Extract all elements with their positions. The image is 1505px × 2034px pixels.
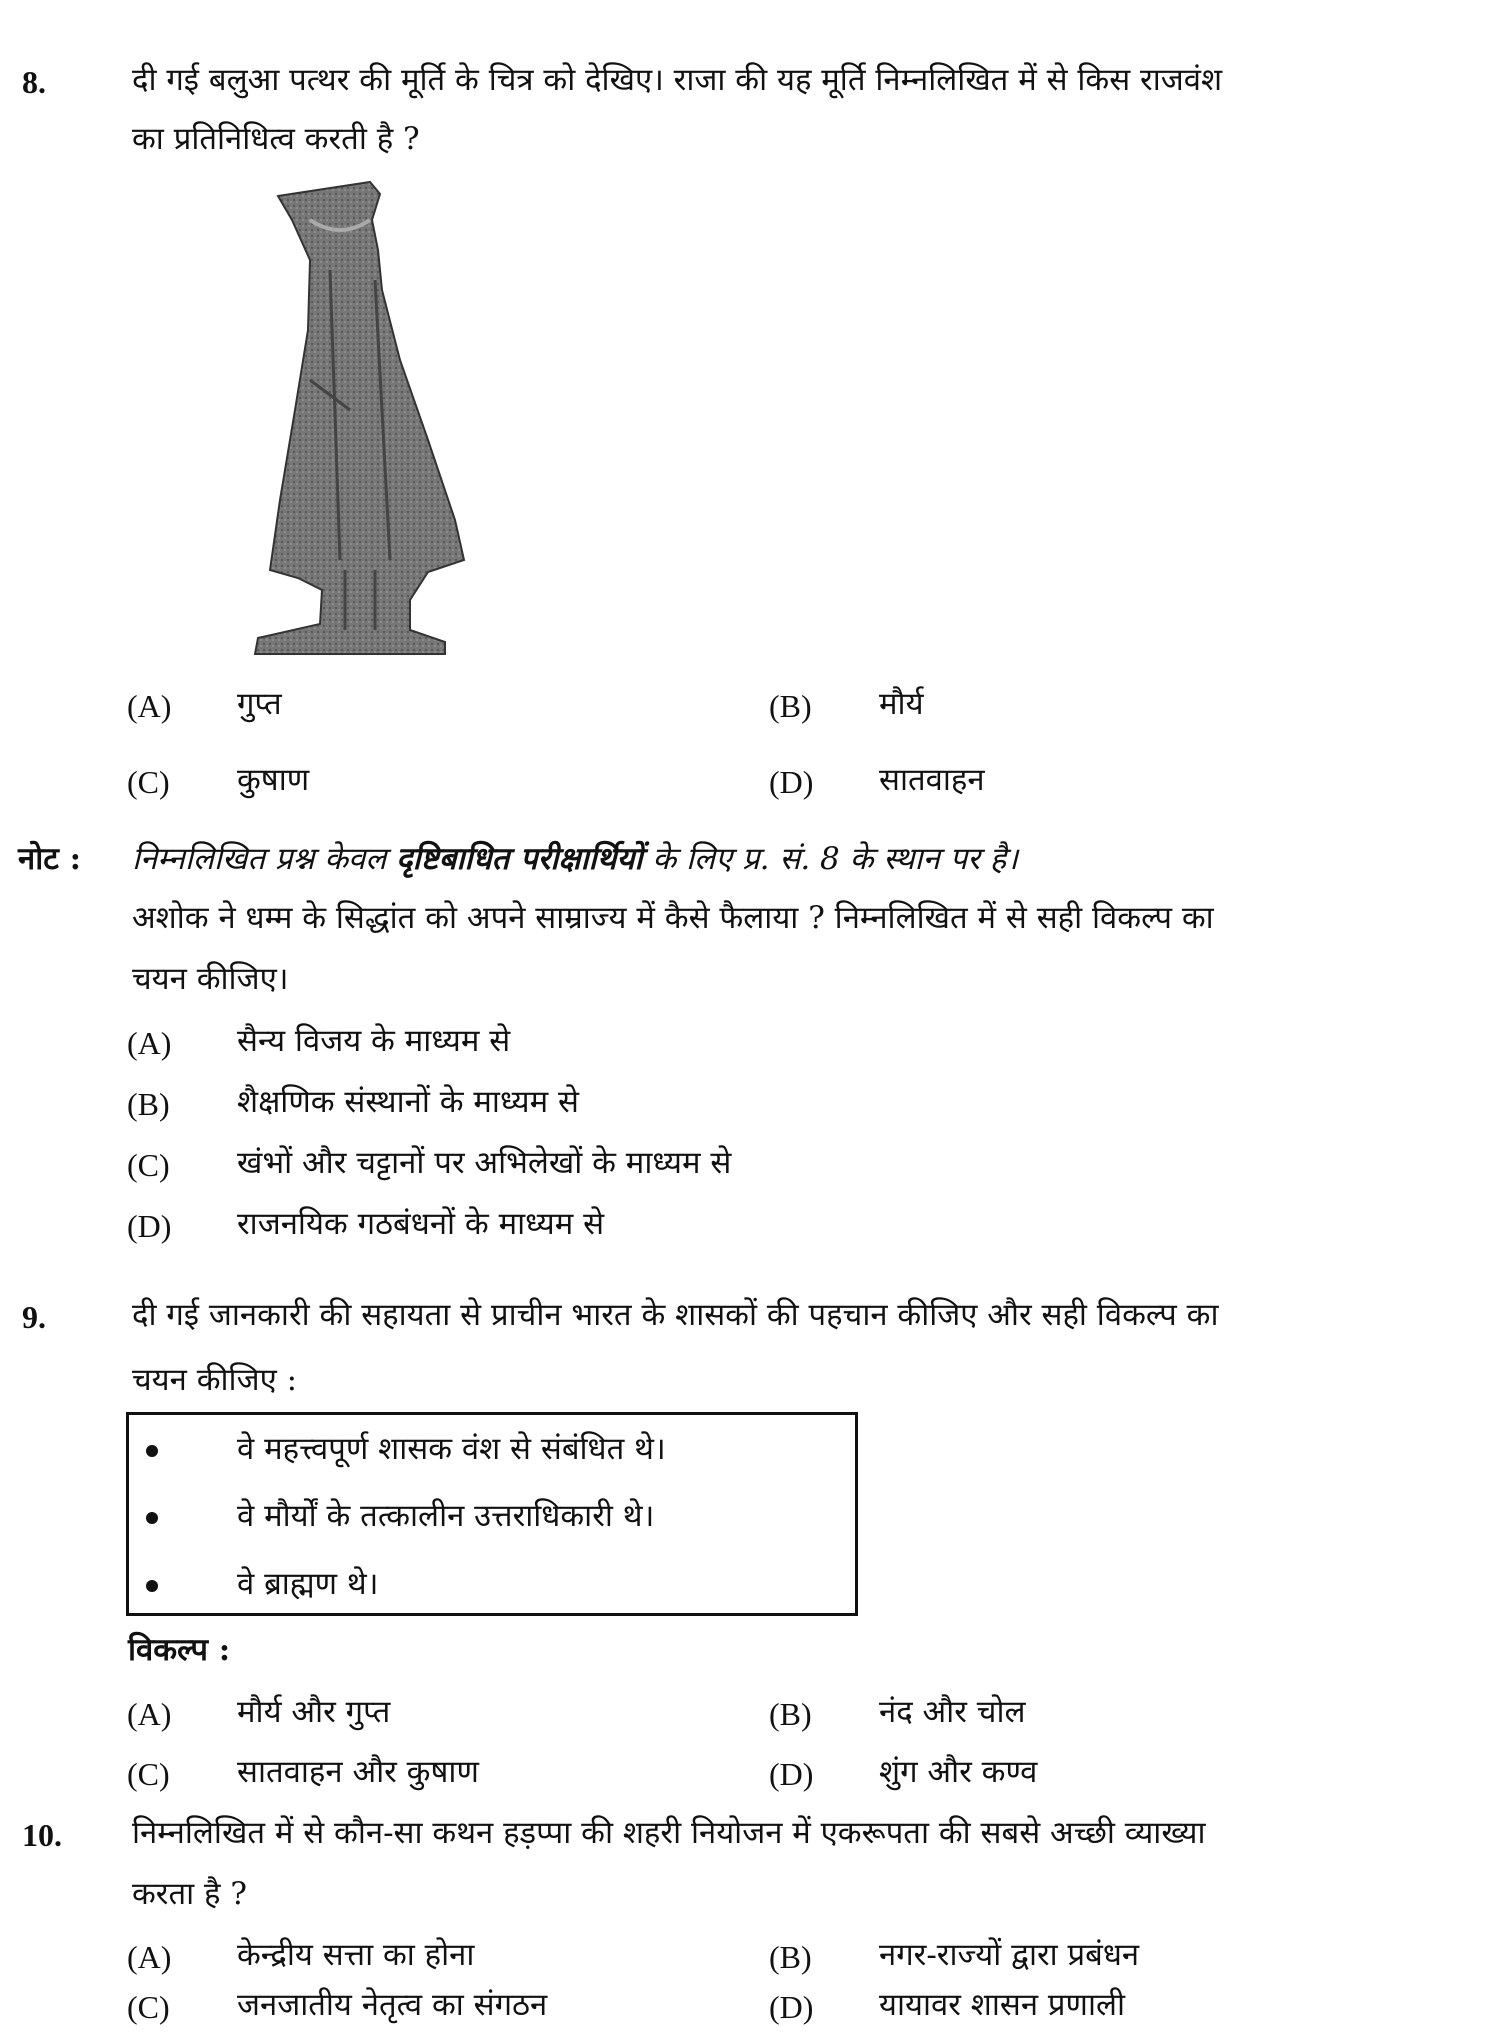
clue-text: वे महत्त्वपूर्ण शासक वंश से संबंधित थे। [237,1431,666,1467]
note-text-post: के लिए प्र. सं. 8 के स्थान पर है। [642,841,1018,877]
option-text: सैन्य विजय के माध्यम से [237,1023,511,1059]
note-text [132,839,1018,879]
question-text: निम्नलिखित में से कौन-सा कथन हड़प्पा की शहरी नियोजन में एकरूपता की सबसे अच्छी व्याख्या [132,1815,1206,1851]
option-text: खंभों और चट्टानों पर अभिलेखों के माध्यम से [237,1145,732,1181]
question-text: दी गई बलुआ पत्थर की मूर्ति के चित्र को देखिए। राजा की यह मूर्ति निम्नलिखित में से किस राजवंश [132,62,1223,98]
option-label: (A) [127,1025,172,1061]
note-text-pre: निम्नलिखित प्रश्न केवल [132,841,397,877]
option-label: (D) [769,1756,814,1792]
option-text: जनजातीय नेतृत्व का संगठन [237,1987,548,2023]
question-number: 9. [22,1299,46,1335]
sandstone-statue-image [250,180,512,658]
question-number: 10. [22,1817,62,1853]
option-label: (C) [127,1147,170,1183]
question-number: 8. [22,64,46,100]
option-label: (A) [127,1939,172,1975]
question-text: चयन कीजिए। [132,961,289,997]
option-text: नंद और चोल [879,1694,1026,1730]
option-text: कुषाण [237,762,310,798]
option-label: (D) [769,764,814,800]
option-text: मौर्य [879,686,924,722]
question-text: अशोक ने धम्म के सिद्धांत को अपने साम्राज्य में कैसे फैलाया ? निम्नलिखित में से सही विकल्प का [132,900,1214,936]
option-text: राजनयिक गठबंधनों के माध्यम से [237,1206,605,1242]
option-label: (C) [127,1756,170,1792]
option-text: शुंग और कण्व [879,1754,1038,1790]
options-heading: विकल्प : [128,1632,231,1668]
option-text: गुप्त [237,686,282,722]
question-text: का प्रतिनिधित्व करती है ? [132,121,420,157]
option-label: (B) [769,688,812,724]
option-text: शैक्षणिक संस्थानों के माध्यम से [237,1084,579,1120]
option-label: (A) [127,1696,172,1732]
clue-text: वे मौर्यों के तत्कालीन उत्तराधिकारी थे। [237,1498,655,1534]
option-label: (B) [769,1939,812,1975]
option-label: (D) [769,1989,814,2025]
question-text: दी गई जानकारी की सहायता से प्राचीन भारत के शासकों की पहचान कीजिए और सही विकल्प का [132,1297,1219,1333]
option-text: मौर्य और गुप्त [237,1694,391,1730]
question-text: करता है ? [132,1876,247,1912]
bullet-icon [146,1445,158,1457]
option-label: (A) [127,688,172,724]
option-label: (C) [127,764,170,800]
note-text-bold: दृष्टिबाधित परीक्षार्थियों [396,841,643,877]
option-label: (B) [769,1696,812,1732]
option-text: नगर-राज्यों द्वारा प्रबंधन [879,1937,1140,1973]
bullet-icon [146,1512,158,1524]
option-text: सातवाहन [879,762,985,798]
note-label: नोट : [18,841,82,877]
option-label: (D) [127,1208,172,1244]
option-label: (B) [127,1086,170,1122]
question-text: चयन कीजिए : [132,1362,298,1398]
option-text: सातवाहन और कुषाण [237,1754,479,1790]
clue-text: वे ब्राह्मण थे। [237,1566,379,1602]
option-text: यायावर शासन प्रणाली [879,1987,1126,2023]
bullet-icon [146,1580,158,1592]
option-text: केन्द्रीय सत्ता का होना [237,1937,475,1973]
option-label: (C) [127,1989,170,2025]
